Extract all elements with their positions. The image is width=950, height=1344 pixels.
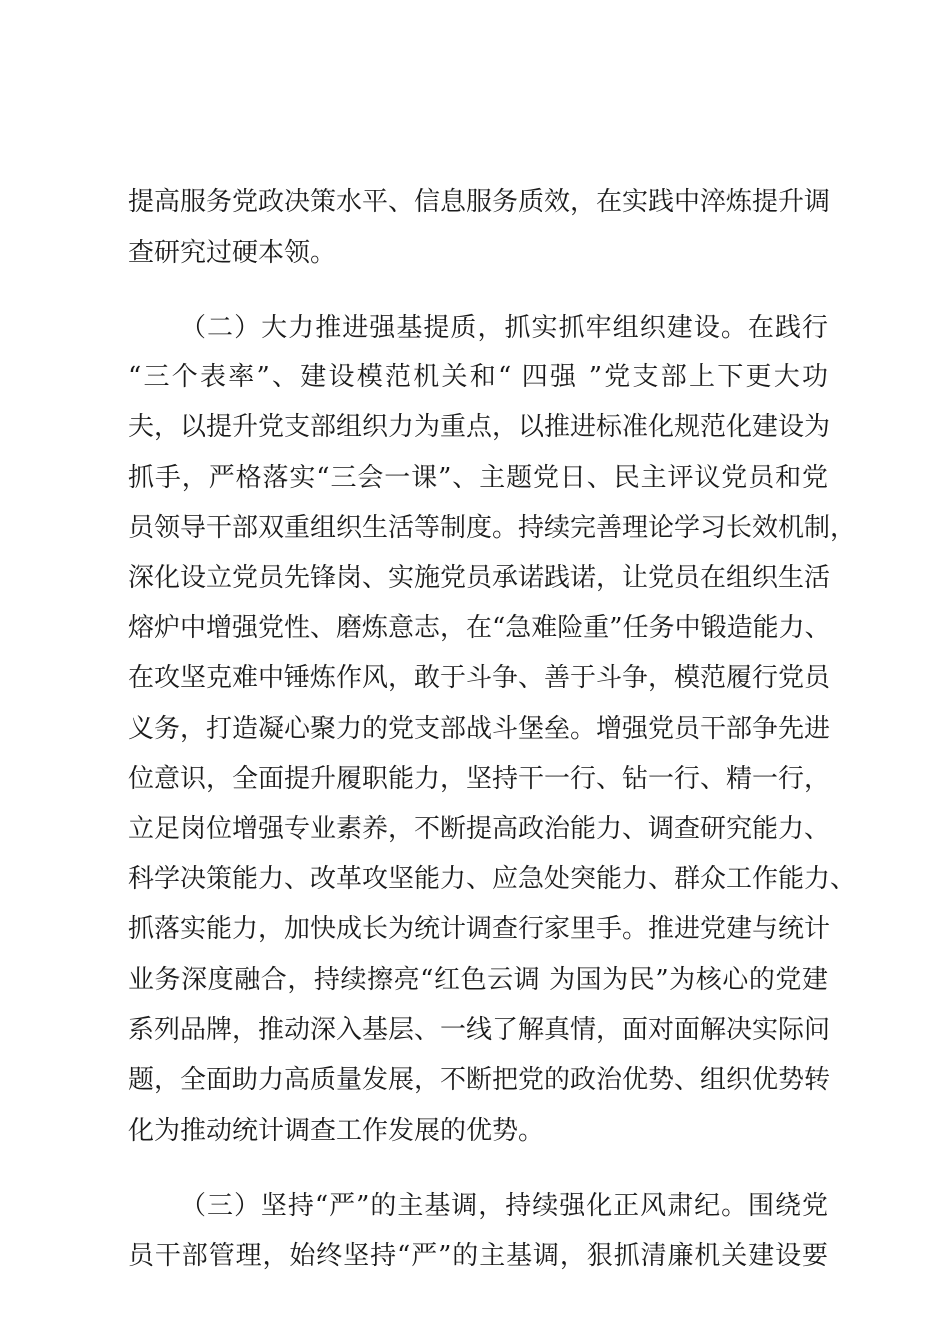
paragraph-line: 立足岗位增强专业素养，不断提高政治能力、调查研究能力、	[128, 814, 831, 844]
paragraph-line: 查研究过硬本领。	[128, 238, 337, 268]
paragraph-line: 科学决策能力、改革攻坚能力、应急处突能力、群众工作能力、	[128, 864, 857, 894]
paragraph-line: 夫，以提升党支部组织力为重点，以推进标准化规范化建设为	[128, 412, 831, 442]
paragraph-line: 抓手，严格落实“三会一课”、主题党日、民主评议党员和党	[128, 463, 828, 493]
paragraph-line: 题，全面助力高质量发展，不断把党的政治优势、组织优势转	[128, 1065, 831, 1095]
paragraph-line: 深化设立党员先锋岗、实施党员承诺践诺，让党员在组织生活	[128, 563, 831, 593]
paragraph-line: 员领导干部双重组织生活等制度。持续完善理论学习长效机制，	[128, 513, 857, 543]
paragraph-line: 系列品牌，推动深入基层、一线了解真情，面对面解决实际问	[128, 1015, 831, 1045]
paragraph-line: 化为推动统计调查工作发展的优势。	[128, 1116, 545, 1146]
paragraph-line: 位意识，全面提升履职能力，坚持干一行、钻一行、精一行，	[128, 764, 831, 794]
paragraph-line: “三个表率”、建设模范机关和“ 四强 ”党支部上下更大功	[128, 362, 828, 392]
paragraph-line: 业务深度融合，持续擦亮“红色云调 为国为民”为核心的党建	[128, 965, 828, 995]
paragraph-line: 熔炉中增强党性、磨炼意志，在“急难险重”任务中锻造能力、	[128, 613, 831, 643]
paragraph-line: 员干部管理，始终坚持“严”的主基调，狠抓清廉机关建设要	[128, 1241, 828, 1271]
paragraph-line: 在攻坚克难中锤炼作风，敢于斗争、善于斗争，模范履行党员	[128, 663, 831, 693]
section-heading-line: （二）大力推进强基提质，抓实抓牢组织建设。在践行	[180, 313, 828, 343]
section-heading-line: （三）坚持“严”的主基调，持续强化正风肃纪。围绕党	[180, 1191, 828, 1221]
paragraph-line: 提高服务党政决策水平、信息服务质效，在实践中淬炼提升调	[128, 187, 831, 217]
paragraph-line: 义务，打造凝心聚力的党支部战斗堡垒。增强党员干部争先进	[128, 714, 831, 744]
paragraph-line: 抓落实能力，加快成长为统计调查行家里手。推进党建与统计	[128, 914, 831, 944]
